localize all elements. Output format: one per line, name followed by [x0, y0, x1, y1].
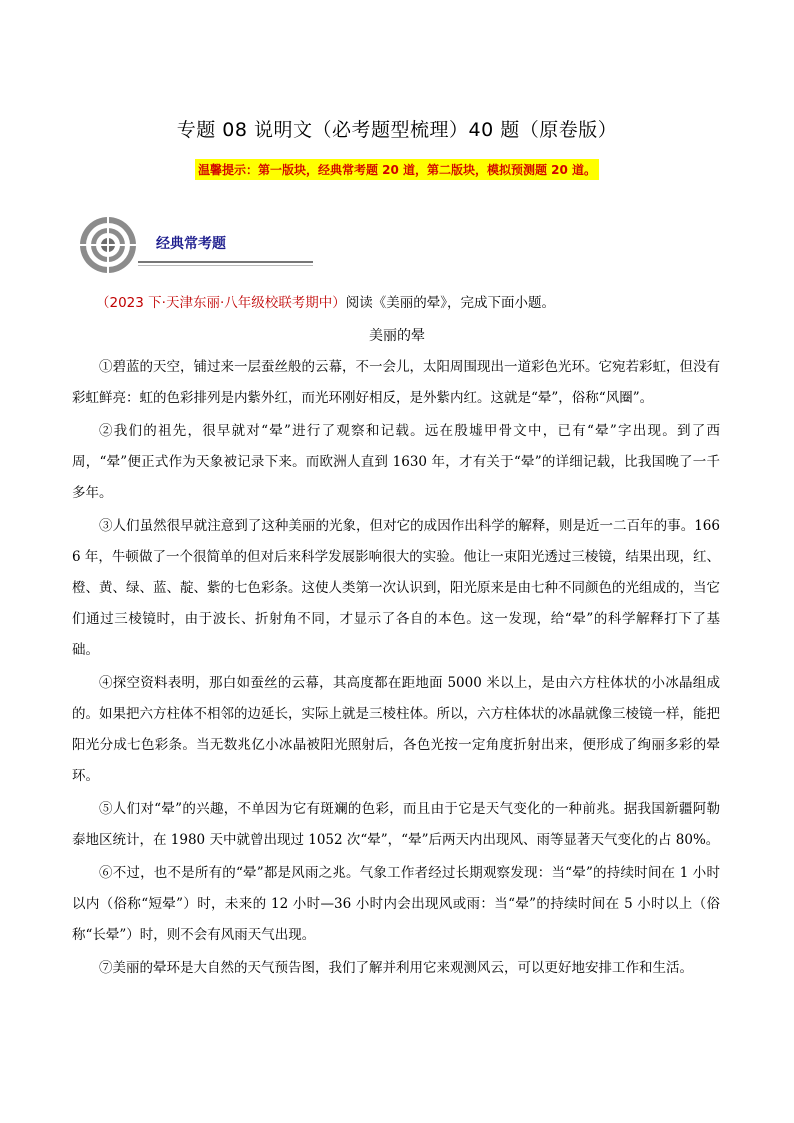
- paragraph-4: ④探空资料表明，那白如蚕丝的云幕，其高度都在距地面 5000 米以上，是由六方柱体状的小冰晶组成的。如果把六方柱体不相邻的边延长，实际上就是三棱柱体。所以，六方柱体状的冰晶就像三棱镜一样，能把阳光分成七色彩条。当无数兆亿小冰晶被阳光照射后，各色光按一定角度折射出来，便形成了绚丽多彩的晕环。: [72, 675, 720, 784]
- paragraph-2: ②我们的祖先，很早就对“晕”进行了观察和记载。远在殷墟甲骨文中，已有“晕”字出现。到了西周，“晕”便正式作为天象被记录下来。而欧洲人直到 1630 年，才有关于“晕”的详细记载，比我国晚了一千多年。: [72, 423, 720, 501]
- banner-underline: [138, 261, 313, 263]
- banner-underline-thin: [138, 265, 313, 266]
- tip-banner: 温馨提示：第一版块，经典常考题 20 道，第二版块，模拟预测题 20 道。: [195, 159, 599, 180]
- question-intro: [96, 291, 736, 311]
- article-title: 美丽的晕: [369, 328, 425, 344]
- section-banner: [78, 215, 248, 275]
- paragraph-3: ③人们虽然很早就注意到了这种美丽的光象，但对它的成因作出科学的解释，则是近一二百年的事。1666 年，牛顿做了一个很简单的但对后来科学发展影响很大的实验。他让一束阳光透过三棱镜，结果出现，红、橙、黄、绿、蓝、靛、紫的七色彩条。这使人类第一次认识到，阳光原来是由七种不同颜色的光组成的，当它们通过三棱镜时，由于波长、折射角不同，才显示了各自的本色。这一发现，给“晕”的科学解释打下了基础。: [72, 518, 720, 658]
- tip-row: [0, 159, 794, 180]
- document-title: 专题 08 说明文（必考题型梳理）40 题（原卷版）: [176, 119, 618, 141]
- target-icon: [78, 215, 138, 275]
- paragraph-1: ①碧蓝的天空，铺过来一层蚕丝般的云幕，不一会儿，太阳周围现出一道彩色光环。它宛若彩虹，但没有彩虹鲜亮：虹的色彩排列是内紫外红，而光环刚好相反，是外紫内红。这就是“晕”，俗称“风圈”。: [72, 359, 720, 406]
- paragraph-5: ⑤人们对“晕”的兴趣，不单因为它有斑斓的色彩，而且由于它是天气变化的一种前兆。据我国新疆阿勒泰地区统计，在 1980 天中就曾出现过 1052 次“晕”，“晕”后两天内出现风、雨等显著天气变化的占 80%。: [72, 801, 720, 848]
- section-label: 经典常考题: [156, 236, 226, 252]
- paragraph-7: ⑦美丽的晕环是大自然的天气预告图，我们了解并利用它来观测风云，可以更好地安排工作和生活。: [99, 960, 693, 976]
- question-source: （2023 下·天津东丽·八年级校联考期中）: [96, 295, 346, 311]
- question-instruction: 阅读《美丽的晕》，完成下面小题。: [345, 295, 555, 311]
- paragraph-6: ⑥不过，也不是所有的“晕”都是风雨之兆。气象工作者经过长期观察发现：当“晕”的持续时间在 1 小时以内（俗称“短晕”）时，未来的 12 小时—36 小时内会出现风或雨：当“晕”的持续时间在 5 小时以上（俗称“长晕”）时，则不会有风雨天气出现。: [72, 865, 720, 943]
- article-body: [72, 352, 720, 986]
